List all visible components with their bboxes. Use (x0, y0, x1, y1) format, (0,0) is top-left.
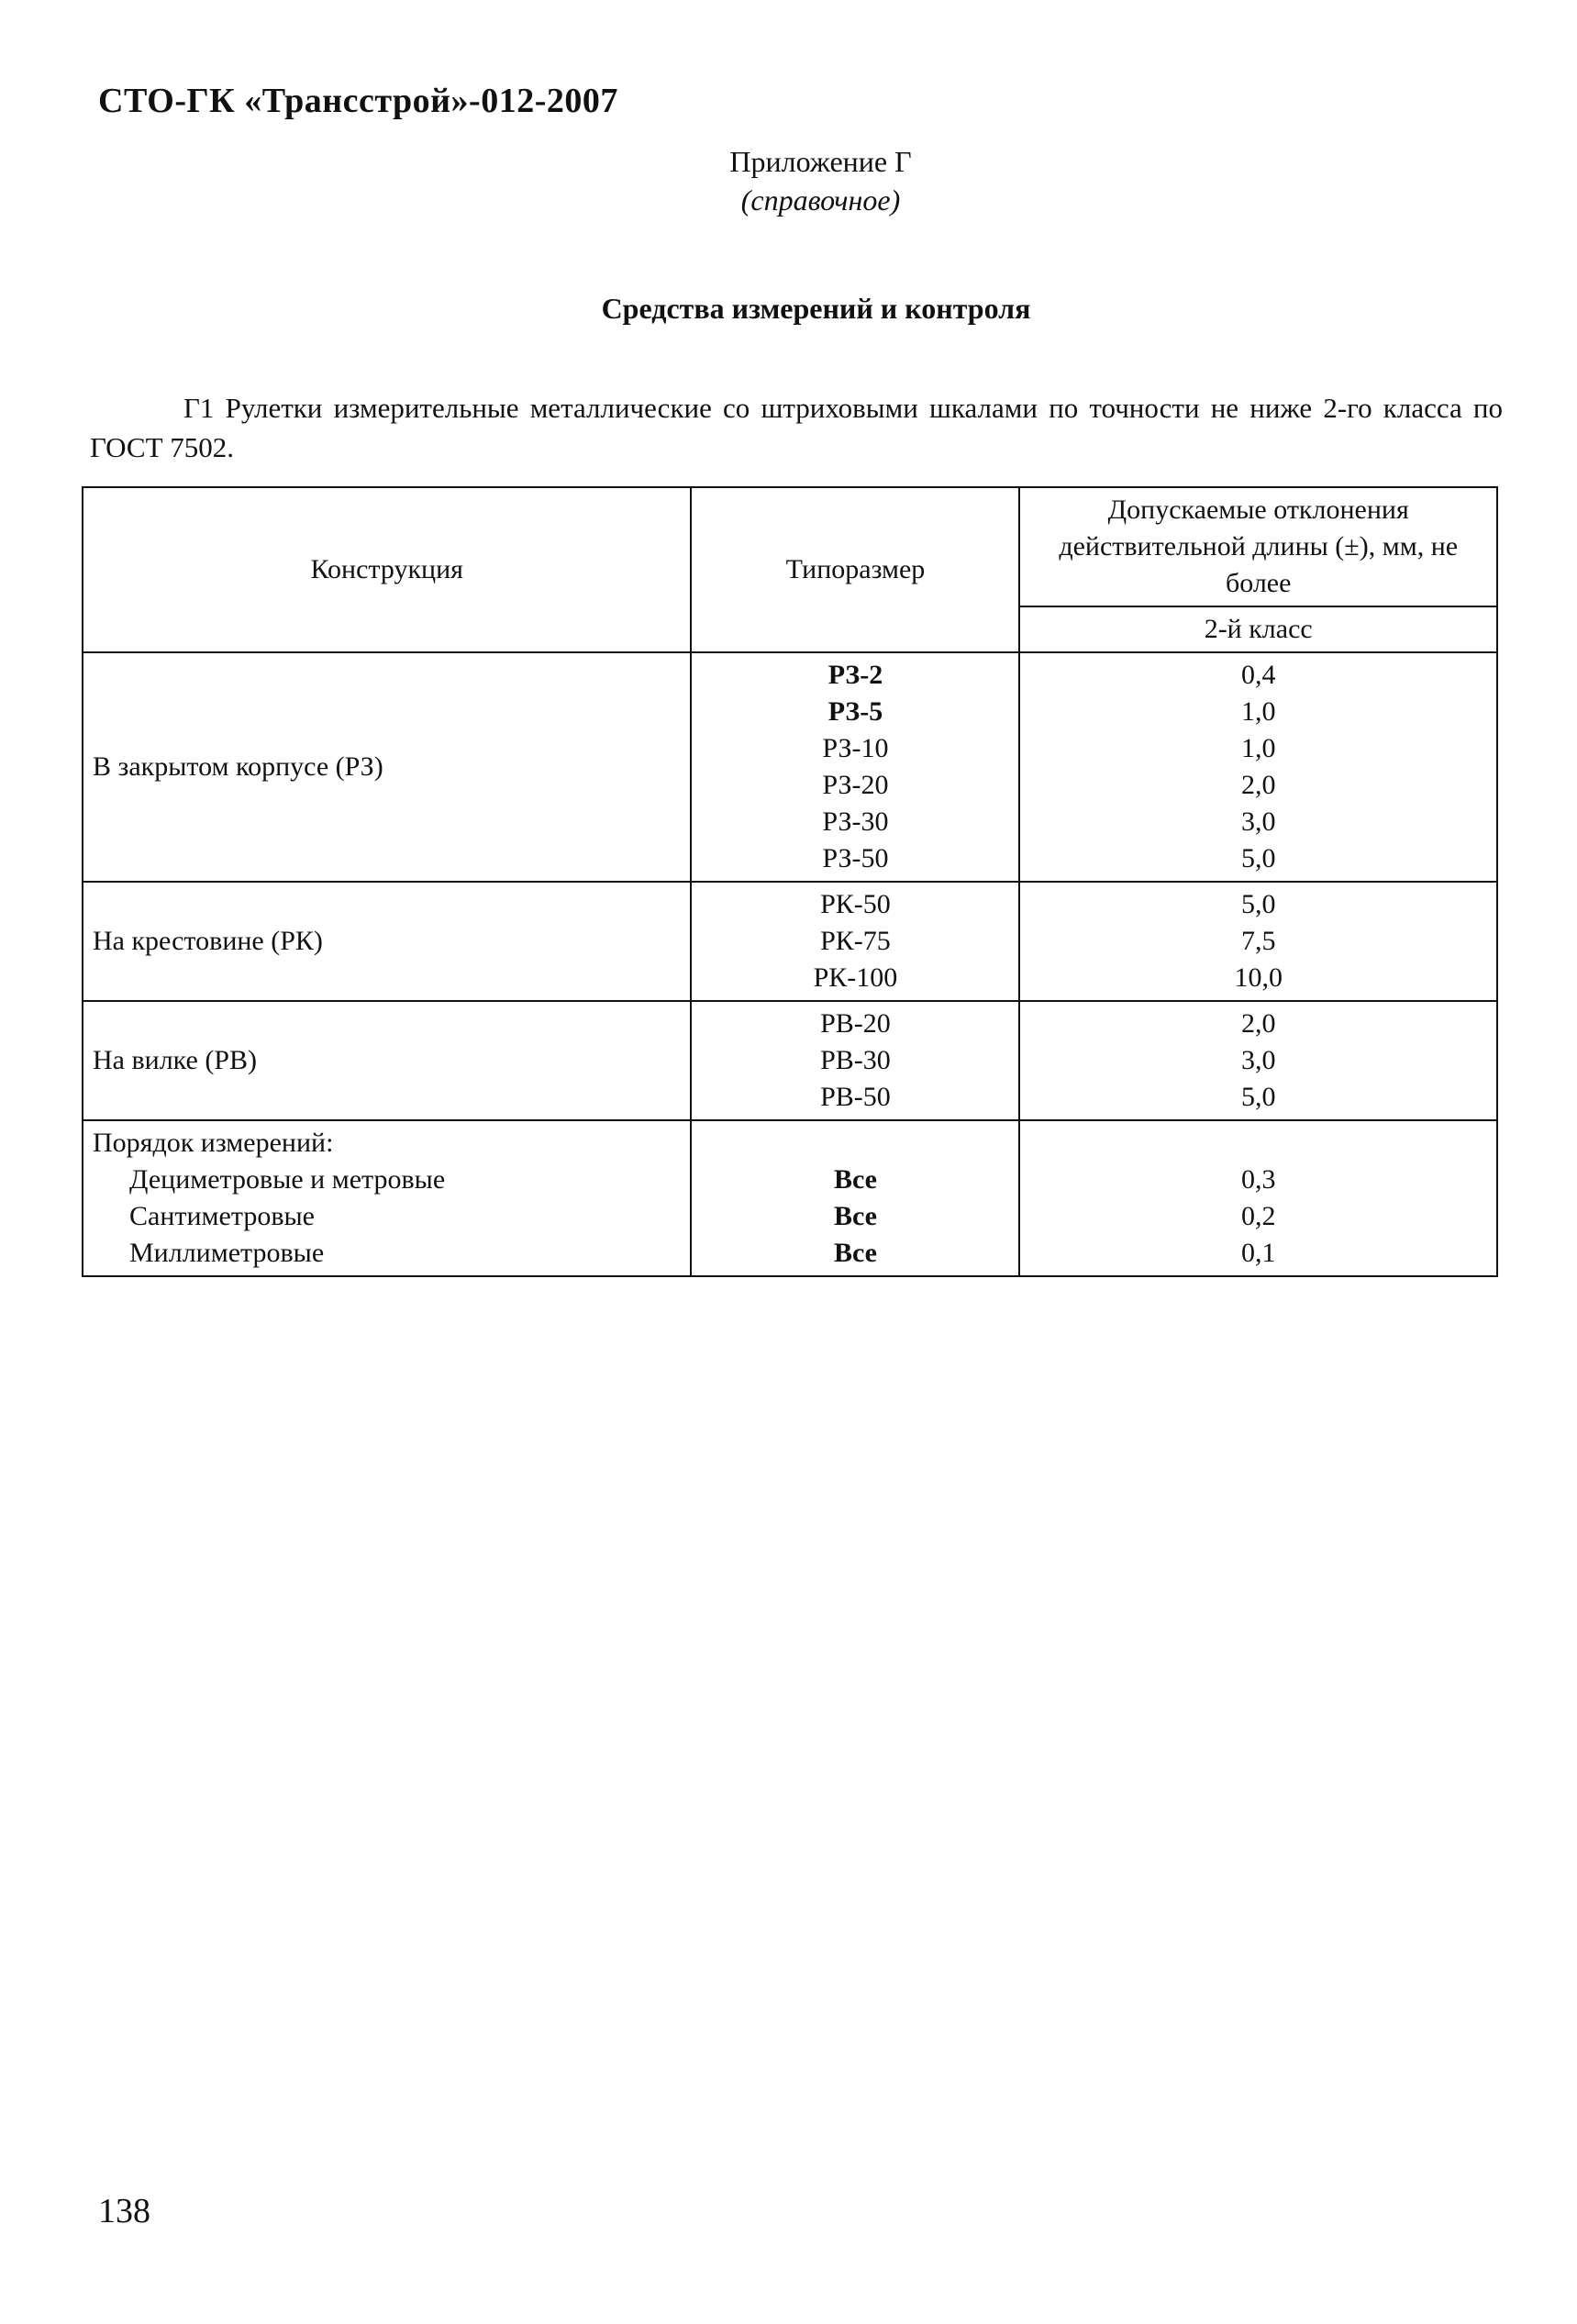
value-list (1019, 1120, 1497, 1276)
value-cell: 3,0 (1240, 1045, 1276, 1075)
size-cell: РЗ-10 (822, 733, 889, 763)
size-cell: РК-100 (813, 962, 898, 993)
group-name: В закрытом корпусе (РЗ) (83, 652, 691, 882)
header-size: Типоразмер (691, 487, 1019, 652)
value-cell: 2,0 (1240, 770, 1276, 800)
size-cell: РК-75 (820, 926, 891, 956)
value-list (1019, 652, 1497, 882)
header-deviation: Допускаемые отклонения действительной длины (±), мм, не более (1019, 487, 1497, 606)
value-cell: 7,5 (1240, 926, 1276, 956)
order-item: Миллиметровые (129, 1238, 325, 1268)
group-name: На вилке (РВ) (83, 1001, 691, 1120)
group-name: На крестовине (РК) (83, 882, 691, 1001)
size-cell: Все (833, 1238, 877, 1268)
size-cell: РЗ-50 (822, 843, 889, 873)
value-cell: 10,0 (1234, 962, 1283, 993)
section-title: Средства измерений и контроля (601, 292, 1031, 325)
value-cell: 3,0 (1240, 806, 1276, 837)
value-cell: 0,2 (1240, 1201, 1276, 1231)
size-cell: РВ-20 (820, 1008, 891, 1039)
value-cell: 1,0 (1240, 696, 1276, 727)
order-item: Дециметровые и метровые (129, 1164, 446, 1195)
size-cell: РЗ-30 (822, 806, 889, 837)
value-cell: 5,0 (1240, 889, 1276, 919)
size-list (691, 1120, 1019, 1276)
appendix-block (0, 143, 1577, 219)
value-cell: 5,0 (1240, 843, 1276, 873)
group-title: Порядок измерений: (93, 1128, 334, 1158)
value-cell: 0,4 (1240, 660, 1276, 690)
document-code: СТО-ГК «Трансстрой»-012-2007 (98, 82, 618, 120)
table-row (83, 882, 1497, 1001)
order-item: Сантиметровые (129, 1201, 315, 1231)
group-name (83, 1120, 691, 1276)
table-row (83, 1001, 1497, 1120)
size-cell: РЗ-5 (827, 696, 883, 727)
page-number: 138 (98, 2192, 150, 2230)
table-row (83, 652, 1497, 882)
intro-paragraph: Г1 Рулетки измерительные металлические со штриховыми шкалами по точности не ниже 2-го класса по ГОСТ 7502. (90, 392, 1503, 463)
value-cell: 0,3 (1240, 1164, 1276, 1195)
value-cell: 5,0 (1240, 1082, 1276, 1112)
measurement-table (82, 486, 1498, 1277)
appendix-subtitle: (справочное) (740, 183, 901, 217)
size-cell: Все (833, 1164, 877, 1195)
size-cell: РК-50 (820, 889, 891, 919)
size-list (691, 882, 1019, 1001)
value-cell: 0,1 (1240, 1238, 1276, 1268)
size-cell: РВ-30 (820, 1045, 891, 1075)
value-cell: 2,0 (1240, 1008, 1276, 1039)
size-cell: Все (833, 1201, 877, 1231)
size-list (691, 652, 1019, 882)
value-list (1019, 1001, 1497, 1120)
header-construction: Конструкция (83, 487, 691, 652)
value-list (1019, 882, 1497, 1001)
appendix-title: Приложение Г (729, 145, 912, 178)
size-cell: РВ-50 (820, 1082, 891, 1112)
size-cell: РЗ-20 (822, 770, 889, 800)
size-list (691, 1001, 1019, 1120)
size-cell: РЗ-2 (827, 660, 883, 690)
table-row (83, 1120, 1497, 1276)
value-cell: 1,0 (1240, 733, 1276, 763)
header-class: 2-й класс (1019, 606, 1497, 652)
